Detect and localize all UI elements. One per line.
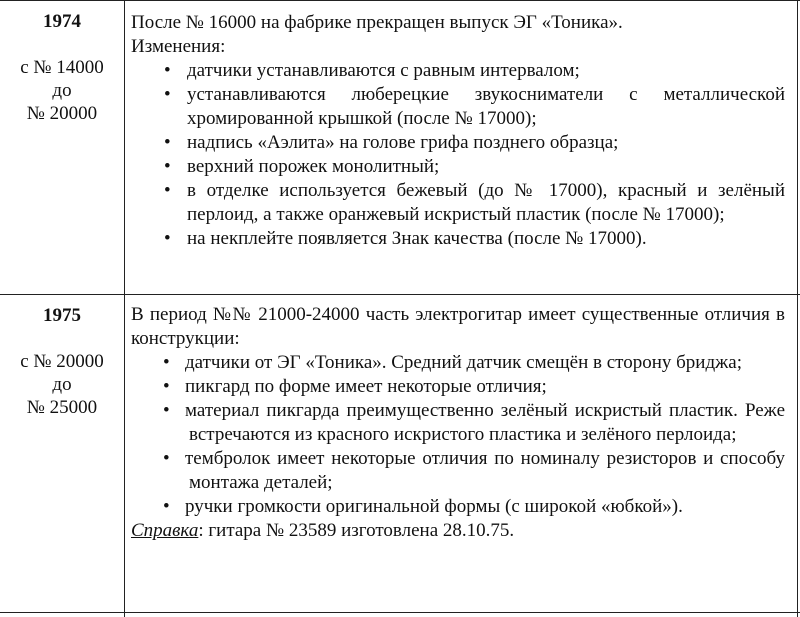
table-right-border: [797, 0, 798, 617]
list-item: • датчики устанавливаются с равным интервалом;: [131, 59, 785, 83]
list-item: • на некплейте появляется Знак качества (после № 17000).: [131, 227, 785, 251]
list-item: • надпись «Аэлита» на голове грифа позднего образца;: [131, 131, 785, 155]
list-item: • устанавливаются люберецкие звукосниматели с металлической хромированной крышкой (после № 17000);: [131, 83, 785, 131]
column-divider: [124, 0, 125, 617]
changes-list: [131, 59, 785, 251]
list-item: • тембролок имеет некоторые отличия по номиналу резисторов и способу монтажа деталей;: [131, 447, 785, 495]
range-to: № 25000: [26, 397, 98, 418]
list-item: • датчики от ЭГ «Тоника». Средний датчик смещён в сторону бриджа;: [131, 351, 785, 375]
range-from: с № 20000: [20, 351, 104, 372]
table-bottom-border: [0, 612, 800, 613]
list-item: • в отделке используется бежевый (до № 17000), красный и зелёный перлоид, а также оранжевый искристый пластик (после № 17000);: [131, 179, 785, 227]
description-cell-1975: [131, 303, 785, 543]
list-item: • верхний порожек монолитный;: [131, 155, 785, 179]
changes-label: Изменения:: [131, 36, 226, 57]
table-top-border: [0, 0, 800, 1]
intro-text: В период №№ 21000-24000 часть электрогитар имеет существенные отличия в конструкции:: [131, 304, 785, 349]
range-mid: до: [52, 80, 72, 101]
reference-note: [131, 519, 785, 543]
row-divider: [0, 294, 800, 295]
description-cell-1974: [131, 11, 785, 251]
list-item: • пикгард по форме имеет некоторые отличия;: [131, 375, 785, 399]
range-from: с № 14000: [20, 57, 104, 78]
year-label: 1974: [43, 11, 81, 32]
reference-text: : гитара № 23589 изготовлена 28.10.75.: [198, 520, 515, 541]
list-item: • ручки громкости оригинальной формы (с широкой «юбкой»).: [131, 495, 785, 519]
year-label: 1975: [43, 305, 81, 326]
differences-list: [131, 351, 785, 519]
year-cell-1974: [0, 10, 124, 125]
year-cell-1975: [0, 304, 124, 419]
range-to: № 20000: [26, 103, 98, 124]
intro-text: После № 16000 на фабрике прекращен выпуск ЭГ «Тоника».: [131, 12, 623, 33]
range-mid: до: [52, 374, 72, 395]
reference-label: Справка: [131, 520, 199, 541]
list-item: • материал пикгарда преимущественно зелёный искристый пластик. Реже встречаются из красного искристого пластика и зелёного перлоида;: [131, 399, 785, 447]
